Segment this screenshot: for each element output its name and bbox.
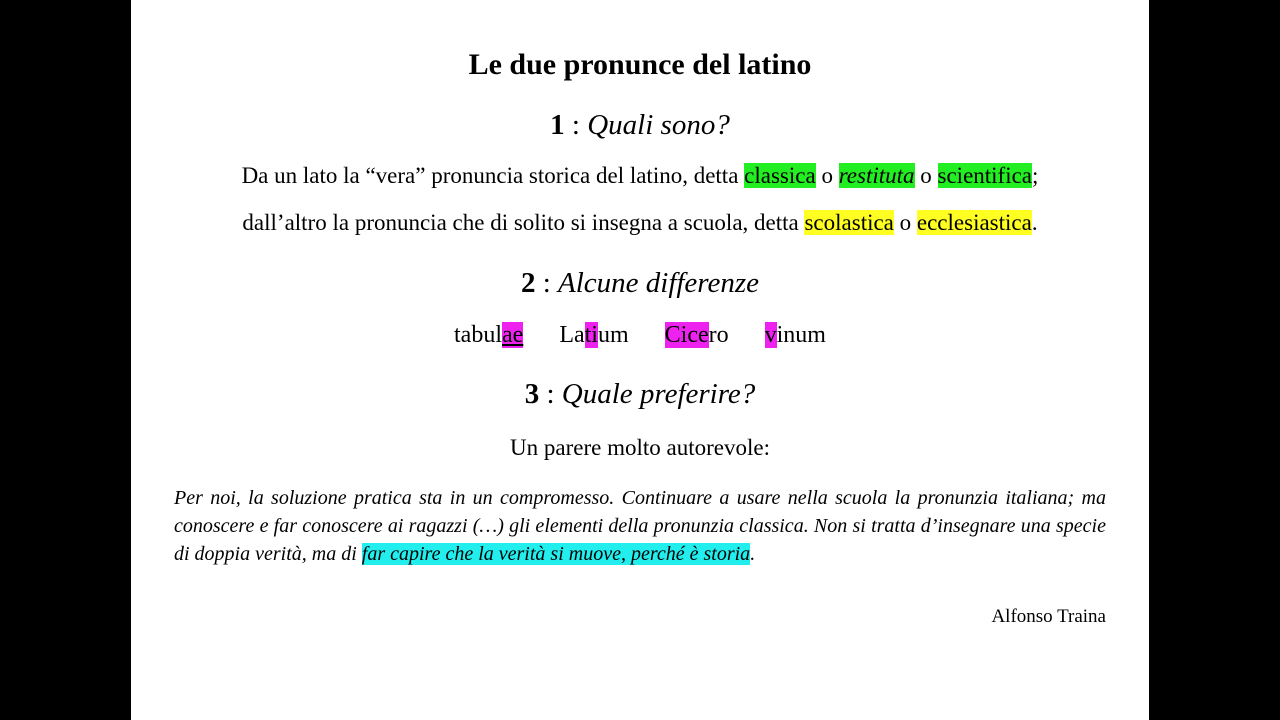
word-part: tabul — [454, 322, 502, 348]
word-tabulae — [454, 322, 523, 349]
line2-end: . — [1031, 210, 1038, 235]
line2-text: dall’altro la pronuncia che di solito si insegna a scuola, detta — [242, 210, 805, 235]
definition-line-1 — [131, 163, 1149, 189]
term-scolastica: scolastica — [804, 210, 894, 235]
word-highlight: Ci — [664, 322, 688, 348]
section-3-title: Quale preferire? — [561, 378, 756, 410]
term-scientifica: scientifica — [937, 163, 1033, 188]
term-ecclesiastica: ecclesiastica — [916, 210, 1032, 235]
section-2-separator: : — [535, 267, 558, 299]
slide-title: Le due pronunce del latino — [468, 48, 812, 81]
section-1-heading — [131, 109, 1149, 142]
word-part: La — [559, 322, 585, 348]
section-3-number: 3 — [524, 378, 540, 410]
quote-text: Per noi, la soluzione pratica sta in un compromesso. Continuare a usare nella scuola la pronunzia italiana; ma conoscere e far conoscere ai ragazzi (…) gli elementi della pronunzia classica. Non si tratta d’insegnare una specie di doppia verità, ma di — [174, 487, 1106, 565]
word-highlight: ae — [502, 322, 524, 348]
line1-text: Da un lato la “vera” pronuncia storica del latino, detta — [241, 163, 745, 188]
word-part: ro — [708, 322, 729, 348]
slide — [131, 0, 1149, 720]
section-1-title: Quali sono? — [587, 109, 730, 141]
section-2-title: Alcune differenze — [558, 267, 760, 299]
quote-paragraph — [174, 484, 1106, 568]
section-1-separator: : — [564, 109, 588, 141]
word-highlight: ti — [584, 322, 598, 348]
quote-author: Alfonso Traina — [991, 606, 1106, 627]
term-restituta: restituta — [838, 163, 915, 188]
quote-end: . — [750, 543, 756, 565]
section-2-number: 2 — [520, 267, 536, 299]
line1-or-1: o — [815, 163, 839, 188]
section-1-number: 1 — [550, 109, 565, 141]
word-part: inum — [776, 322, 826, 348]
line2-or: o — [893, 210, 917, 235]
term-classica: classica — [744, 163, 816, 188]
quote-intro: Un parere molto autorevole: — [510, 435, 770, 460]
definition-line-2 — [131, 210, 1149, 236]
word-part: um — [597, 322, 629, 348]
line1-or-2: o — [914, 163, 938, 188]
section-3-heading — [131, 378, 1149, 411]
section-3-separator: : — [539, 378, 562, 410]
quote-highlight: far capire che la verità si muove, perché è storia — [361, 543, 751, 565]
word-vinum — [765, 322, 826, 349]
word-cicero — [665, 322, 729, 349]
line1-end: ; — [1032, 163, 1039, 188]
word-highlight: v — [764, 322, 777, 348]
word-latium — [559, 322, 628, 349]
word-highlight: ce — [687, 322, 709, 348]
section-2-heading — [131, 267, 1149, 300]
example-words — [131, 322, 1149, 349]
